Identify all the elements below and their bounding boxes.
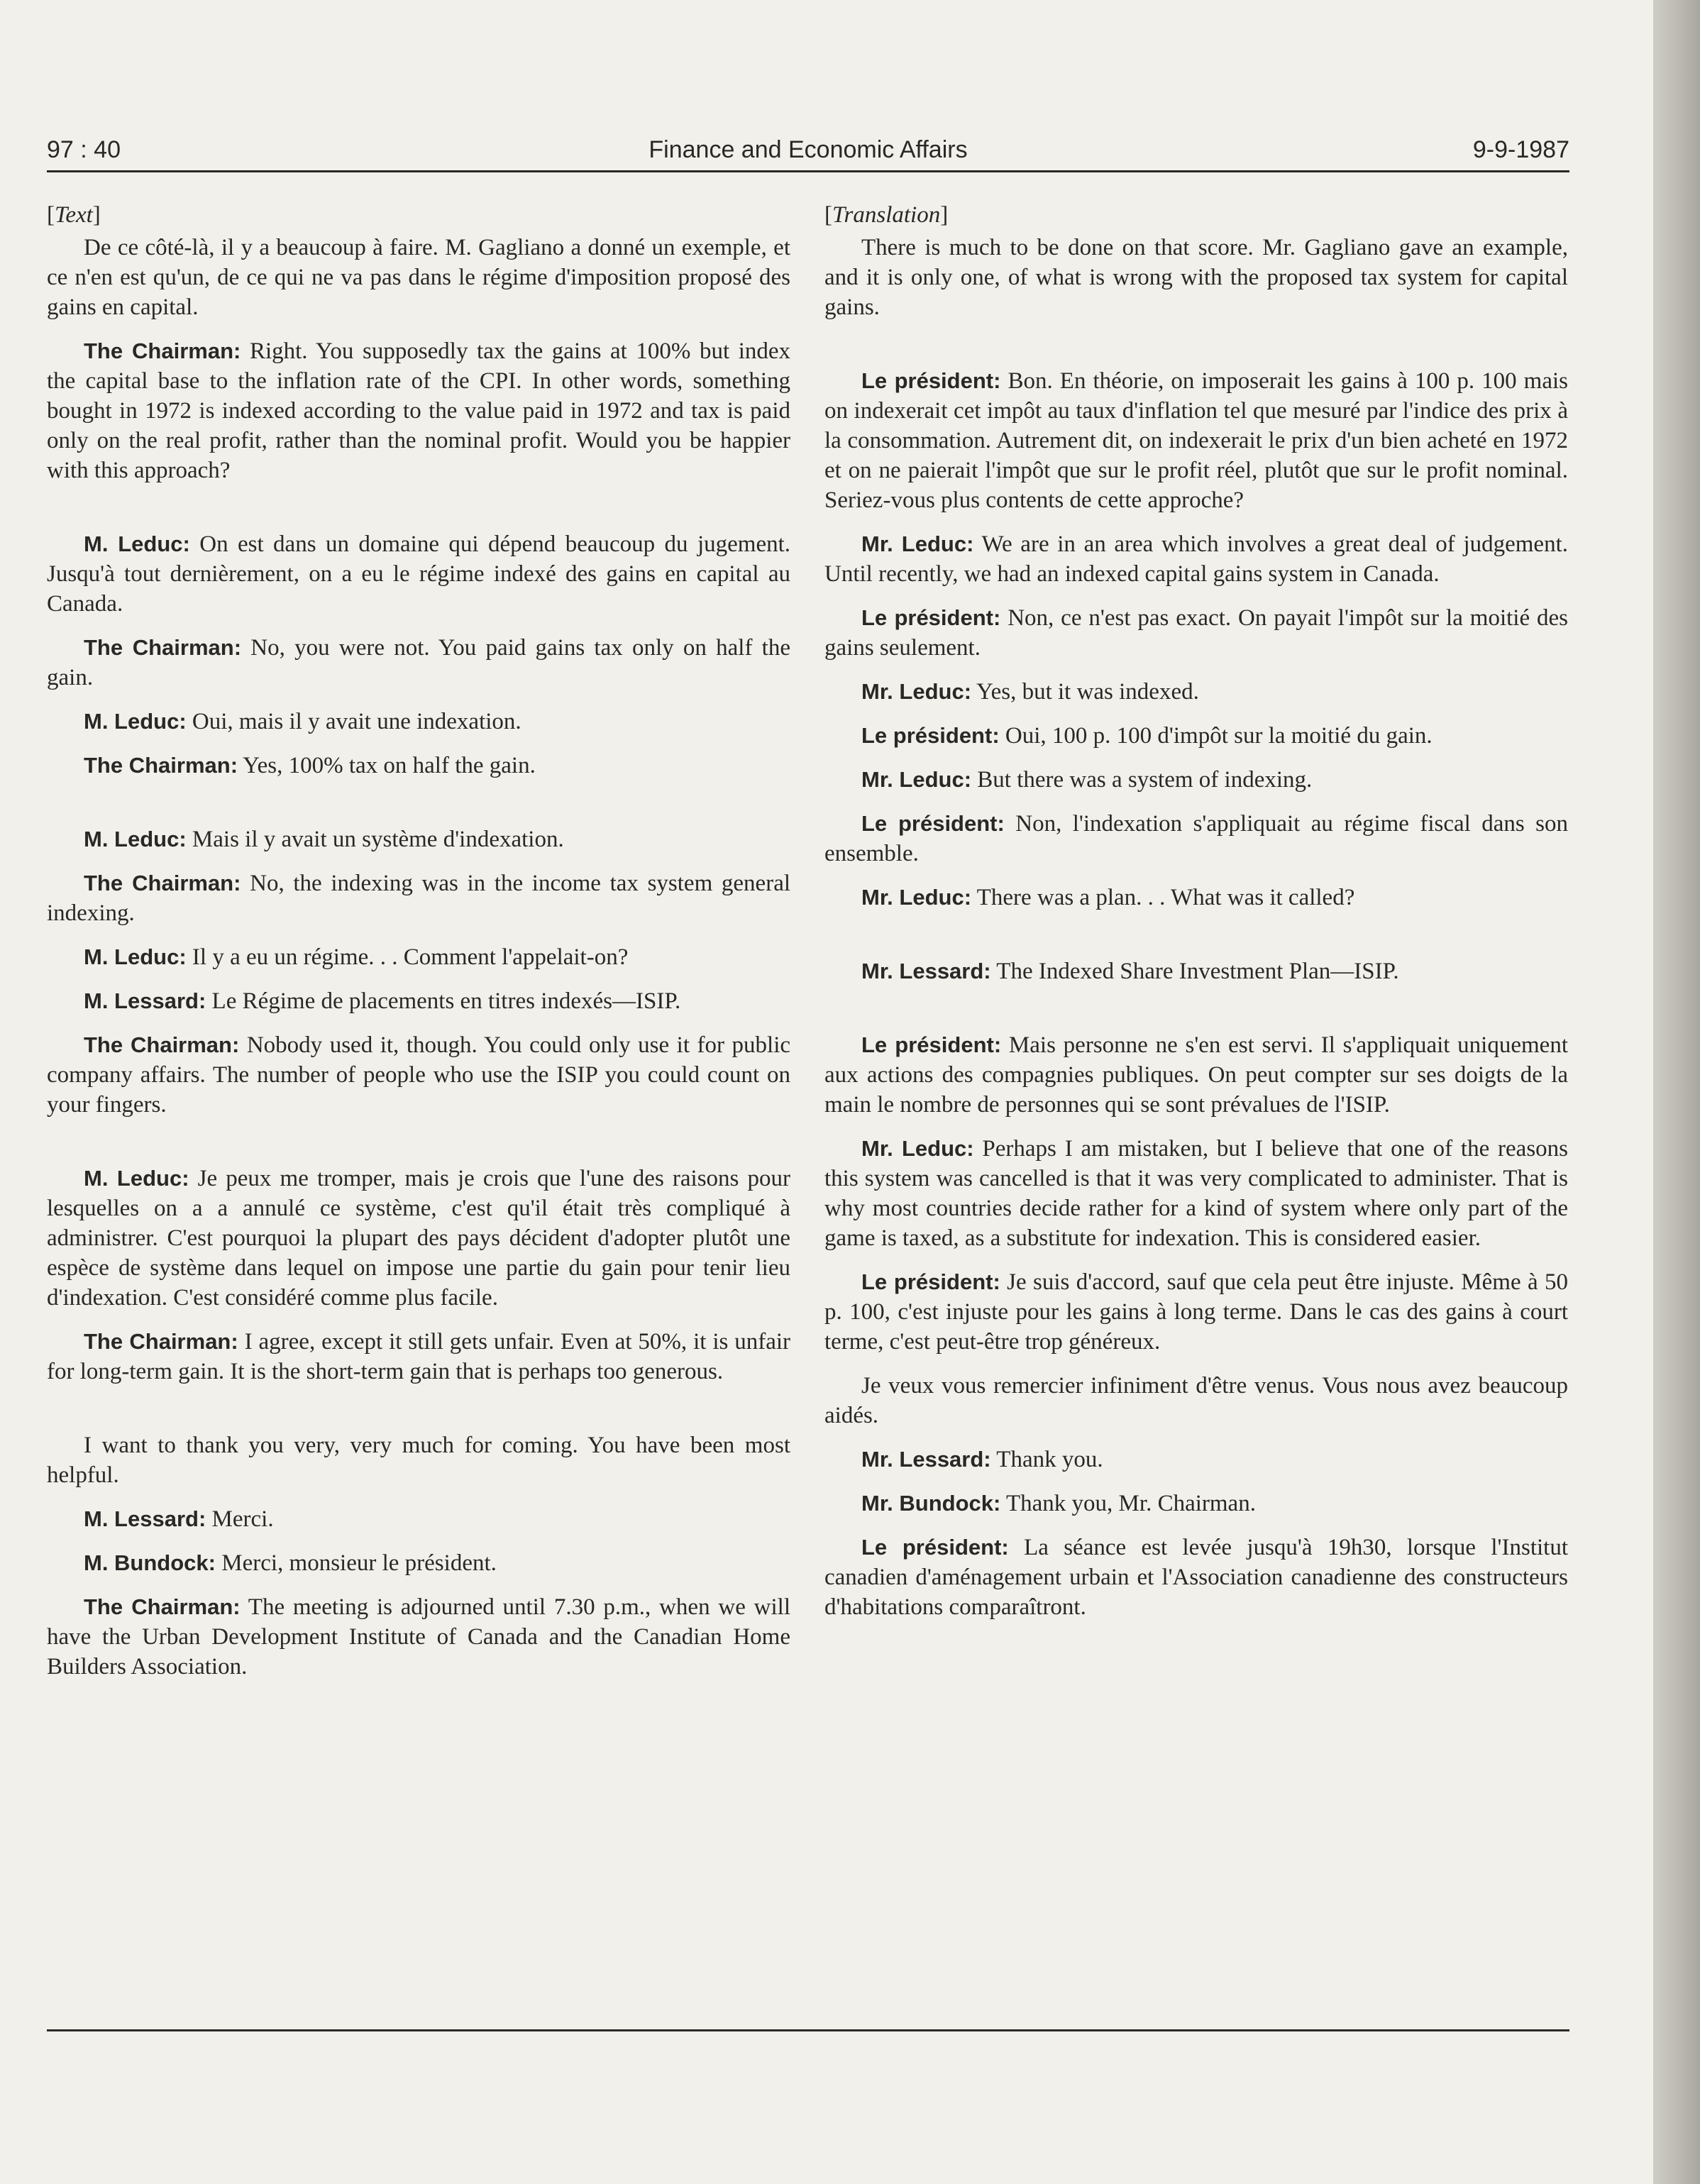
footer-rule: [47, 2029, 1569, 2031]
speaker-name: The Chairman:: [84, 871, 241, 895]
right-paragraph: [824, 677, 1568, 707]
right-column: [824, 200, 1568, 1622]
right-paragraph: [824, 603, 1568, 663]
paragraph-text: Thank you.: [996, 1447, 1103, 1472]
paragraph-text: Nobody used it, though. You could only use it for public company affairs. The number of people who use the ISIP you could count on your fingers.: [47, 1032, 791, 1118]
paragraph-text: Oui, mais il y avait une indexation.: [192, 709, 521, 734]
left-paragraph: [47, 233, 790, 322]
left-paragraph: [47, 1164, 790, 1313]
speaker-name: The Chairman:: [84, 1329, 238, 1354]
paragraph-text: Je peux me tromper, mais je crois que l'une des raisons pour lesquelles on a a annulé ce système, c'est qu'il était très compliqué à administrer. C'est pourquoi la plupart des pays décident d'adopter plutôt une espèce de système dans lequel on impose une partie du gain pour tenir lieu d'indexation. C'est considéré comme plus facile.: [47, 1166, 791, 1311]
right-paragraph: [824, 1533, 1568, 1622]
left-paragraph: [47, 751, 790, 781]
speaker-name: M. Lessard:: [84, 988, 206, 1013]
paragraph-text: La séance est levée jusqu'à 19h30, lorsque l'Institut canadien d'aménagement urbain et l'Association canadienne des constructeurs d'habitations comparaîtront.: [824, 1535, 1569, 1620]
speaker-name: Le président:: [861, 1269, 1000, 1294]
speaker-name: Le président:: [861, 605, 1001, 630]
paragraph-text: No, the indexing was in the income tax system general indexing.: [47, 871, 791, 926]
right-paragraph: [824, 233, 1568, 322]
left-paragraph: [47, 942, 790, 972]
right-paragraph: [824, 1445, 1568, 1474]
speaker-name: Mr. Leduc:: [861, 679, 972, 704]
paragraph-text: Perhaps I am mistaken, but I believe that one of the reasons this system was cancelled is that it was very complicated to administer. That is why most countries decide rather for a kind of system where only part of the game is taxed, as a substitute for indexation. This is considered easier.: [824, 1136, 1569, 1251]
speaker-name: M. Leduc:: [84, 709, 187, 734]
speaker-name: M. Leduc:: [84, 944, 187, 969]
paragraph-text: Mais personne ne s'en est servi. Il s'appliquait uniquement aux actions des compagnies publiques. On peut compter sur ses doigts de la main le nombre de personnes qui se sont prévalues de l'ISIP.: [824, 1032, 1568, 1118]
speaker-name: The Chairman:: [84, 635, 242, 660]
paragraph-text: Non, ce n'est pas exact. On payait l'impôt sur la moitié des gains seulement.: [824, 605, 1568, 661]
paragraph-text: Merci, monsieur le président.: [221, 1550, 497, 1576]
paragraph-text: Yes, but it was indexed.: [976, 679, 1199, 705]
left-paragraph: [47, 1430, 790, 1490]
paragraph-text: The meeting is adjourned until 7.30 p.m., when we will have the Urban Development Institute of Canada and the Canadian Home Builders Association.: [47, 1594, 790, 1680]
speaker-name: M. Bundock:: [84, 1550, 216, 1575]
left-paragraph: [47, 336, 790, 485]
speaker-name: M. Leduc:: [84, 531, 190, 556]
right-paragraph: [824, 1371, 1568, 1430]
right-paragraph: [824, 1267, 1568, 1357]
paragraph-text: But there was a system of indexing.: [977, 767, 1313, 793]
page-header: [47, 136, 1569, 170]
paragraph-text: The Indexed Share Investment Plan—ISIP.: [996, 959, 1399, 984]
paragraph-text: Je suis d'accord, sauf que cela peut être injuste. Même à 50 p. 100, c'est injuste pour les gains à long terme. Dans le cas des gains à court terme, c'est peut-être trop généreux.: [824, 1269, 1569, 1355]
paragraph-text: I want to thank you very, very much for coming. You have been most helpful.: [47, 1433, 790, 1488]
left-paragraph: [47, 707, 790, 737]
paragraph-text: Il y a eu un régime. . . Comment l'appelait-on?: [192, 944, 629, 970]
paragraph-text: No, you were not. You paid gains tax only on half the gain.: [47, 635, 791, 690]
left-column: [47, 200, 790, 1682]
right-paragraph: [824, 1030, 1568, 1120]
speaker-name: Mr. Leduc:: [861, 767, 972, 792]
speaker-name: Mr. Leduc:: [861, 531, 974, 556]
speaker-name: The Chairman:: [84, 1032, 240, 1057]
paragraph-text: De ce côté-là, il y a beaucoup à faire. M. Gagliano a donné un exemple, et ce n'en est qu'un, de ce qui ne va pas dans le régime d'imposition proposé des gains en capital.: [47, 235, 790, 320]
right-label-text: Translation: [832, 202, 941, 228]
left-language-label: [Text]: [47, 202, 101, 228]
left-paragraph: [47, 986, 790, 1016]
left-paragraph: [47, 529, 790, 619]
page-title: Finance and Economic Affairs: [648, 136, 968, 163]
left-paragraph: [47, 1592, 790, 1682]
right-paragraph: [824, 721, 1568, 751]
left-paragraph: [47, 633, 790, 693]
speaker-name: Mr. Lessard:: [861, 1447, 991, 1472]
speaker-name: Le président:: [861, 1032, 1002, 1057]
right-paragraph: [824, 765, 1568, 795]
paragraph-text: Bon. En théorie, on imposerait les gains à 100 p. 100 mais on indexerait cet impôt au taux d'inflation tel que mesuré par l'indice des prix à la consommation. Autrement dit, on indexerait le prix d'un bien acheté en 1972 et on ne paierait l'impôt que sur le profit réel, plutôt que sur le profit nominal. Seriez-vous plus contents de cette approche?: [824, 368, 1568, 513]
paragraph-text: We are in an area which involves a great deal of judgement. Until recently, we had an indexed capital gains system in Canada.: [824, 531, 1568, 587]
paragraph-text: There was a plan. . . What was it called?: [976, 885, 1355, 910]
right-paragraph: [824, 529, 1568, 589]
paragraph-text: Oui, 100 p. 100 d'impôt sur la moitié du gain.: [1005, 723, 1433, 749]
speaker-name: M. Leduc:: [84, 1166, 189, 1191]
paragraph-text: Merci.: [211, 1506, 274, 1532]
left-label-text: Text: [55, 202, 93, 228]
speaker-name: Le président:: [861, 723, 1000, 748]
paragraph-text: Le Régime de placements en titres indexés—ISIP.: [211, 988, 681, 1014]
speaker-name: M. Lessard:: [84, 1506, 206, 1531]
right-paragraph: [824, 809, 1568, 868]
paragraph-text: I agree, except it still gets unfair. Even at 50%, it is unfair for long-term gain. It is the short-term gain that is perhaps too generous.: [47, 1329, 791, 1384]
speaker-name: Mr. Leduc:: [861, 1136, 974, 1161]
speaker-name: Mr. Lessard:: [861, 959, 991, 983]
left-paragraph: [47, 868, 790, 928]
left-paragraph: [47, 1327, 790, 1386]
paragraph-text: There is much to be done on that score. Mr. Gagliano gave an example, and it is only one, of what is wrong with the proposed tax system for capital gains.: [824, 235, 1568, 320]
speaker-name: Mr. Leduc:: [861, 885, 972, 910]
speaker-name: The Chairman:: [84, 1594, 241, 1619]
paragraph-text: On est dans un domaine qui dépend beaucoup du jugement. Jusqu'à tout dernièrement, on a eu le régime indexé des gains en capital au Canada.: [47, 531, 791, 617]
speaker-name: Le président:: [861, 368, 1001, 393]
right-paragraph: [824, 956, 1568, 986]
paragraph-text: Thank you, Mr. Chairman.: [1006, 1491, 1256, 1516]
speaker-name: Le président:: [861, 811, 1005, 836]
speaker-name: Mr. Bundock:: [861, 1491, 1001, 1516]
speaker-name: The Chairman:: [84, 338, 241, 363]
right-language-label: [Translation]: [824, 202, 949, 228]
paragraph-text: Je veux vous remercier infiniment d'être venus. Vous nous avez beaucoup aidés.: [824, 1373, 1568, 1428]
right-paragraph: [824, 1489, 1568, 1518]
paragraph-text: Yes, 100% tax on half the gain.: [243, 753, 536, 778]
right-paragraph: [824, 883, 1568, 912]
speaker-name: The Chairman:: [84, 753, 238, 778]
paragraph-text: Mais il y avait un système d'indexation.: [192, 827, 564, 852]
left-paragraph: [47, 1504, 790, 1534]
header-rule: [47, 170, 1569, 172]
right-paragraph: [824, 366, 1568, 515]
paragraph-text: Non, l'indexation s'appliquait au régime fiscal dans son ensemble.: [824, 811, 1569, 866]
speaker-name: M. Leduc:: [84, 827, 187, 851]
page-spine-shadow: [1653, 0, 1700, 2184]
left-paragraph: [47, 1030, 790, 1120]
page-date: 9-9-1987: [1472, 136, 1569, 163]
paragraph-text: Right. You supposedly tax the gains at 100% but index the capital base to the inflation rate of the CPI. In other words, something bought in 1972 is indexed according to the value paid in 1972 and tax is paid only on the real profit, rather than the nominal profit. Would you be happier with this approach?: [47, 338, 791, 483]
right-paragraph: [824, 1134, 1568, 1253]
speaker-name: Le président:: [861, 1535, 1009, 1560]
page-folio: 97 : 40: [47, 136, 121, 163]
left-paragraph: [47, 1548, 790, 1578]
left-paragraph: [47, 824, 790, 854]
